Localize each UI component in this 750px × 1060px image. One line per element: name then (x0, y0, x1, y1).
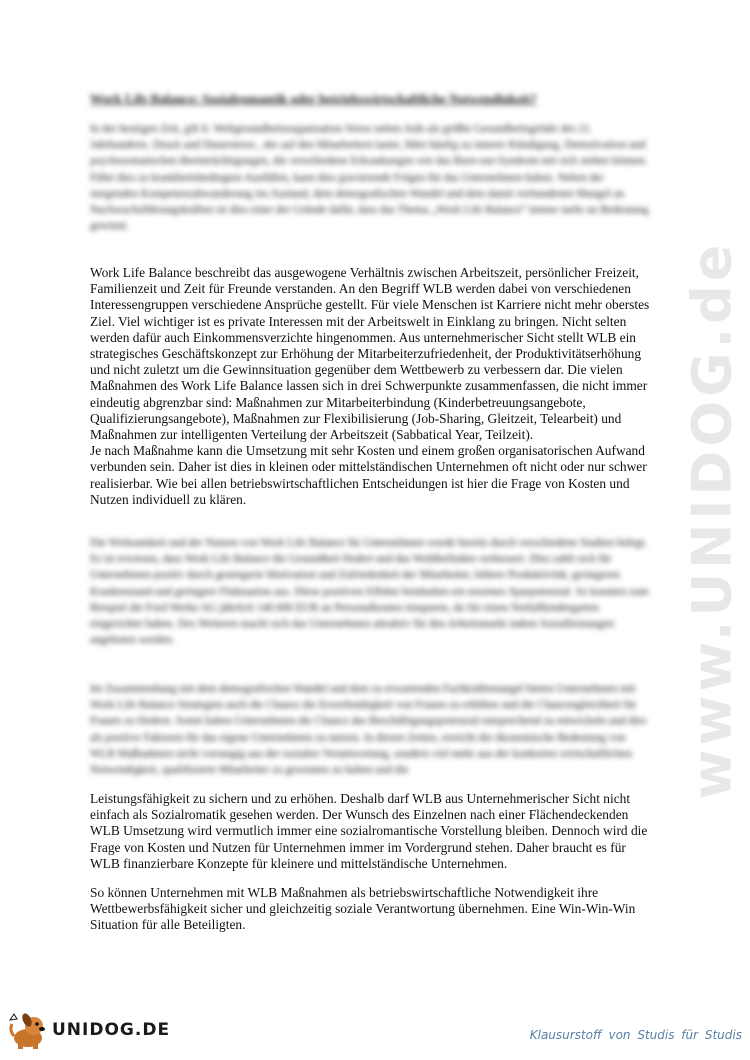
paragraph-demographics: Im Zusammenhang mit dem demografischen Wandel und dem zu erwartenden Fachkräftemangel bieten Unternehmen mit Work Life Balance Strategien auch die Chance die Erwerbstätigkeit von Frauen zu erhöhen und die Chancengleichheit für Frauen zu fördern. Somit haben Unternehmen die Chance das Beschäftigungspotenzial entsprechend zu entwickeln und dies als positive Faktoren für das eigene Unternehmen zu nutzen. In diesen Zeiten, erreicht die ökonomische Bedeutung von WLB Maßnahmen nicht vorrangig aus der sozialen Verantwortung, sondern viel mehr aus der konkreten wirtschaftlichen Notwendigkeit, qualifizierte Mitarbeiter zu gewinnen zu halten und die (90, 683, 647, 777)
paragraph-benefits: Die Wirksamkeit und der Nutzen von Work Life Balance für Unternehmen wurde bereits durch verschiedene Studien belegt. Es ist erwiesen, dass Work Life Balance die Gesundheit fördert und das Wohlbefinden verbessert. Dies zahlt sich für Unternehmen positiv durch gesteigerte Motivation und Zufriedenheit der Mitarbeiter, höhere Produktivität, geringeren Krankenstand und geringere Fluktuation aus. Diese positiven Effekte beinhalten ein enormes Sparpotenzial. So konnten zum Beispiel die Ford Werke AG jährlich 140.000 EUR an Personalkosten einsparen, da Sie einen Notfallkindergarten eingerichtet haben. Des Weiteren macht sich das Unternehmen attraktiv für den Arbeitsmarkt indem Sozialleistungen angeboten werden. (90, 537, 649, 647)
paragraph-summary: So können Unternehmen mit WLB Maßnahmen als betriebswirtschaftliche Notwendigkeit ihre Wettbewerbsfähigkeit sicher und gleichzeitig soziale Verantwortung übernehmen. Eine Win-Win-Win Situation für alle Beteiligten. (90, 885, 636, 933)
footer-tagline: Klausurstoff von Studis für Studis (529, 1028, 742, 1042)
paragraph-costs-text: Je nach Maßnahme kann die Umsetzung mit sehr Kosten und einem großen organisatorischen Aufwand verbunden sein. Daher ist dies in kleinen oder mittelständischen Unternehmen oft nicht oder nur schwer realisierbar. Wie bei allen betriebswirtschaftlichen Entscheidungen ist hier die Frage von Kosten und Nutzen individuell zu klären. (90, 443, 647, 507)
watermark: www.UNIDOG.de (680, 240, 744, 800)
logo-text: UNIDOG.DE (52, 1020, 171, 1040)
paragraph-conclusion-part: Leistungsfähigkeit zu sichern und zu erhöhen. Deshalb darf WLB aus Unternehmerischer Sicht nicht einfach als Sozialromatik gesehen werden. Der Wunsch des Einzelnen nach einer Flächendeckenden WLB Umsetzung wird vermutlich immer eine sozialromantische Vorstellung bleiben. Dennoch wird die Frage von Kosten und Nutzen für Unternehmen immer im Vordergrund stehen. Daher braucht es für WLB finanzierbare Konzepte für kleinere und mittelständische Unternehmen. (90, 791, 648, 871)
document-title: Work Life Balance: Sozialromantik oder betriebswirtschaftliche Notwendigkeit? (90, 91, 537, 106)
intro-paragraph: In der heutigen Zeit, gilt lt. Weltgesundheitsorganisation Stress neben Aids als größte Gesundheitsgefahr des 21. Jahrhunderts. Druck und Dauerstress , der auf den Mitarbeitern lastet, führt häufig zu innerer Kündigung, Demotivation und psychosomatischen Beeinträchtigungen, die verschiedene Erkrankungen wie das Burn-out-Syndrom mit sich ziehen können. Führt dies zu krankheitsbedingten Ausfällen, kann dies gravierende Folgen für das Unternehmen haben. Neben der steigenden Kompetenzabwanderung ins Ausland, dem demografischen Wandel und dem damit verbundenen Mangel an Nachwuchsführungskräften ist dies einer der Gründe dafür, dass das Thema „Work Life Balance“ immer mehr an Bedeutung gewinnt. (90, 123, 649, 233)
paragraph-definition (90, 265, 650, 508)
dog-mascot-icon (8, 1010, 50, 1050)
paragraph-definition-text: Work Life Balance beschreibt das ausgewogene Verhältnis zwischen Arbeitszeit, persönlicher Freizeit, Familienzeit und Zeit für Freunde verstanden. An den Begriff WLB werden dabei von verschiedenen Interessengruppen verschiedene Ansprüche gestellt. Für viele Menschen ist Karriere nicht mehr oberstes Ziel. Viel wichtiger ist es private Interessen mit der Arbeitswelt in Einklang zu bringen. Nicht selten werden dafür auch Einkommensverzichte hingenommen. Aus unternehmerischer Sicht stellt WLB ein strategisches Geschäftskonzept zur Erhöhung der Mitarbeiterzufriedenheit, der Produktivitätserhöhung und nicht zuletzt um die Gewinnsituation gegenüber dem Wettbewerb zu verbessern dar. Die vielen Maßnahmen des Work Life Balance lassen sich in drei Schwerpunkte zusammenfassen, die nicht immer eindeutig abgrenzbar sind: Maßnahmen zur Mitarbeiterbindung (Kinderbetreuungsangebote, Qualifizierungsangebote), Maßnahmen zur Flexibilisierung (Job-Sharing, Gleitzeit, Telearbeit) und Maßnahmen zur intelligenten Verteilung der Arbeitszeit (Sabbatical Year, Teilzeit). (90, 265, 650, 443)
footer-logo (8, 1010, 171, 1050)
